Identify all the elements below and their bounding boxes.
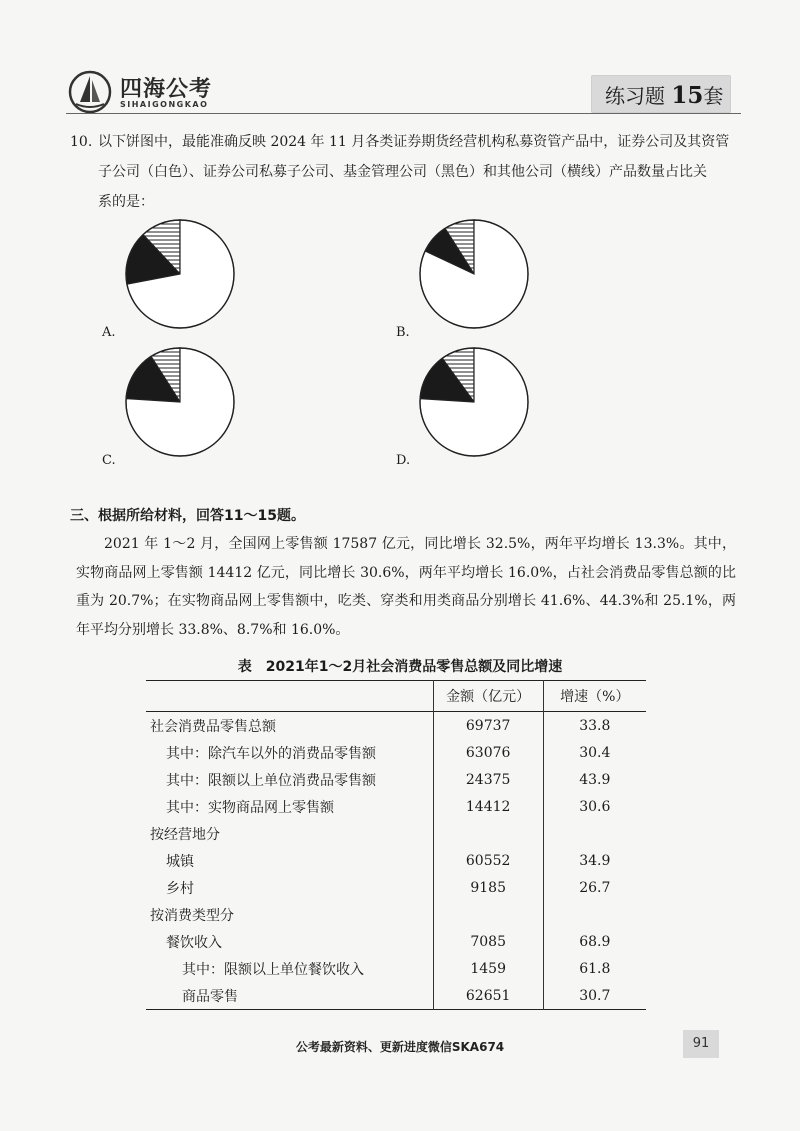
row-rate: 34.9 bbox=[579, 852, 611, 869]
option-label: D. bbox=[396, 453, 411, 468]
row-rate: 30.4 bbox=[579, 744, 611, 761]
row-name: 商品零售 bbox=[146, 982, 433, 1010]
set-label: 练习题 bbox=[605, 84, 665, 108]
row-rate: 43.9 bbox=[579, 771, 611, 788]
header-rate: 增速（%） bbox=[560, 689, 630, 705]
row-rate: 68.9 bbox=[579, 933, 611, 950]
header-name bbox=[146, 681, 433, 712]
pie-chart bbox=[418, 218, 538, 338]
row-name: 其中：除汽车以外的消费品零售额 bbox=[146, 739, 433, 766]
row-amount bbox=[433, 901, 543, 928]
brand-logo bbox=[68, 70, 238, 116]
header-amount: 金额（亿元） bbox=[433, 681, 543, 712]
footer-text: 公考最新资料、更新进度微信SKA674 bbox=[295, 1040, 505, 1054]
table-row bbox=[146, 739, 646, 766]
row-rate bbox=[543, 901, 646, 928]
row-amount: 62651 bbox=[433, 982, 543, 1010]
row-rate bbox=[543, 820, 646, 847]
option-label: A. bbox=[102, 325, 116, 340]
pie-chart bbox=[418, 346, 538, 466]
row-rate: 30.7 bbox=[579, 987, 611, 1004]
option-d[interactable] bbox=[396, 346, 696, 466]
row-rate: 33.8 bbox=[579, 717, 611, 734]
sailboat-logo-icon bbox=[68, 70, 112, 114]
row-name: 按消费类型分 bbox=[146, 901, 433, 928]
exercise-set-badge bbox=[591, 75, 731, 113]
option-label: C. bbox=[102, 453, 116, 468]
row-name: 其中：限额以上单位消费品零售额 bbox=[146, 766, 433, 793]
row-name: 按经营地分 bbox=[146, 820, 433, 847]
table-row bbox=[146, 901, 646, 928]
row-name: 餐饮收入 bbox=[146, 928, 433, 955]
brand-name: 四海公考 bbox=[120, 77, 213, 102]
row-rate: 26.7 bbox=[579, 879, 611, 896]
set-number: 15 bbox=[671, 82, 704, 109]
material-paragraph bbox=[76, 530, 736, 644]
set-suffix: 套 bbox=[703, 84, 724, 108]
option-a[interactable] bbox=[102, 218, 402, 338]
table-row bbox=[146, 874, 646, 901]
table-header-row bbox=[146, 681, 646, 712]
row-amount: 63076 bbox=[433, 739, 543, 766]
option-b[interactable] bbox=[396, 218, 696, 338]
row-name: 城镇 bbox=[146, 847, 433, 874]
row-name: 其中：限额以上单位餐饮收入 bbox=[146, 955, 433, 982]
option-label: B. bbox=[396, 325, 410, 340]
pie-chart bbox=[124, 218, 244, 338]
table-row bbox=[146, 955, 646, 982]
table-row bbox=[146, 982, 646, 1010]
row-amount: 1459 bbox=[433, 955, 543, 982]
retail-sales-table bbox=[146, 680, 646, 1010]
table-row bbox=[146, 766, 646, 793]
table-row bbox=[146, 793, 646, 820]
question-line-2: 子公司（白色）、证券公司私募子公司、基金管理公司（黑色）和其他公司（横线）产品数量占比关 bbox=[98, 164, 707, 180]
row-amount: 60552 bbox=[433, 847, 543, 874]
row-name: 其中：实物商品网上零售额 bbox=[146, 793, 433, 820]
row-name: 社会消费品零售总额 bbox=[146, 712, 433, 740]
row-amount: 24375 bbox=[433, 766, 543, 793]
brand-subtitle: SIHAIGONGKAO bbox=[120, 100, 209, 109]
row-name: 乡村 bbox=[146, 874, 433, 901]
section-title: 三、根据所给材料，回答11～15题。 bbox=[70, 508, 305, 524]
row-rate: 30.6 bbox=[579, 798, 611, 815]
row-amount bbox=[433, 820, 543, 847]
question-line-1: 以下饼图中，最能准确反映 2024 年 11 月各类证券期货经营机构私募资管产品中，证券公司及其资管 bbox=[98, 134, 730, 150]
row-amount: 14412 bbox=[433, 793, 543, 820]
page-number: 91 bbox=[683, 1030, 719, 1058]
question-10 bbox=[70, 127, 740, 217]
question-line-3: 系的是： bbox=[98, 194, 154, 210]
pie-chart bbox=[124, 346, 244, 466]
table-row bbox=[146, 928, 646, 955]
table-row bbox=[146, 712, 646, 740]
row-amount: 7085 bbox=[433, 928, 543, 955]
row-amount: 9185 bbox=[433, 874, 543, 901]
table-title: 表 2021年1～2月社会消费品零售总额及同比增速 bbox=[237, 659, 563, 675]
paragraph-text: 2021 年 1～2 月，全国网上零售额 17587 亿元，同比增长 32.5%，两年平均增长 13.3%。其中，实物商品网上零售额 14412 亿元，同比增长 30.6%，两年平均增长 16.0%，占社会消费品零售总额的比重为 20.7%；在实物商品网上零售额中，吃类、穿类和用类商品分别增长 41.6%、44.3%和 25.1%，两年平均分别增长 33.8%、8.7%和 16.0%。 bbox=[76, 536, 736, 638]
option-c[interactable] bbox=[102, 346, 402, 466]
row-rate: 61.8 bbox=[579, 960, 611, 977]
table-row bbox=[146, 847, 646, 874]
header-divider bbox=[66, 113, 741, 114]
row-amount: 69737 bbox=[433, 712, 543, 740]
question-number: 10. bbox=[70, 134, 93, 150]
table-row bbox=[146, 820, 646, 847]
